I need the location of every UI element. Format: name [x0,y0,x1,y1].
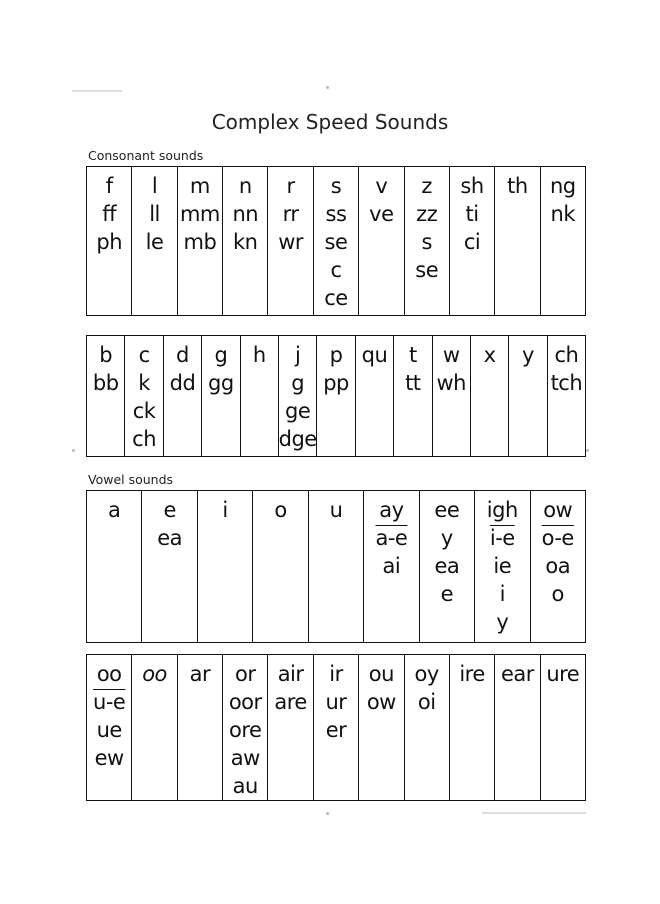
sound-cell [87,491,142,642]
sound-cell [223,655,268,800]
sound-grapheme: g [214,343,228,367]
sound-grapheme: ch [132,427,157,451]
sound-grapheme: b [99,343,113,367]
sound-grapheme: i [499,582,505,606]
sound-grapheme: tch [550,371,583,395]
sound-cell [541,167,585,315]
sound-grapheme: y [522,343,534,367]
sound-grapheme: i [222,498,228,522]
sound-cell [548,336,585,456]
sound-cell [87,336,125,456]
sound-grapheme: qu [361,343,388,367]
sound-grapheme: ti [465,202,479,226]
sound-grapheme: s [421,230,432,254]
sound-grapheme: nn [232,202,259,226]
sound-grapheme: se [415,258,439,282]
sound-grapheme: ss [325,202,347,226]
sound-cell [420,491,475,642]
sound-grapheme: ng [549,174,576,198]
registration-mark-top [326,86,329,89]
sound-grapheme: se [324,230,348,254]
sound-grapheme: oa [545,554,571,578]
sound-cell [359,167,404,315]
sound-grapheme: p [329,343,343,367]
sound-grapheme: nk [550,202,576,226]
sound-cell [178,167,223,315]
sound-cell [178,655,223,800]
sound-grapheme: ci [463,230,481,254]
sound-grapheme: r [286,174,295,198]
sound-cell [495,655,540,800]
sound-grapheme: e [440,582,454,606]
sound-grapheme: d [176,343,189,367]
page-title: Complex Speed Sounds [211,110,449,134]
sound-grapheme: ea [157,526,183,550]
sound-cell [405,655,450,800]
sound-grapheme: ie [493,554,512,578]
sound-cell [132,167,177,315]
footer-print-mark [482,812,586,814]
sound-cell [495,167,540,315]
sound-grapheme: n [238,174,252,198]
sound-grapheme: g [291,371,305,395]
sound-cell [268,655,313,800]
sound-grapheme: air [277,662,304,686]
sound-cell [223,167,268,315]
sound-grapheme: ea [434,554,460,578]
sound-grapheme: ow [366,690,396,714]
sound-grapheme: sh [460,174,484,198]
sound-grapheme: a-e [375,526,408,550]
sound-cell [314,655,359,800]
sound-grapheme: pp [323,371,349,395]
sound-cell [309,491,364,642]
sound-cell [279,336,317,456]
sound-grapheme: ay [379,498,404,522]
sound-cell [202,336,240,456]
sound-grapheme: oo [142,662,167,686]
sound-cell [359,655,404,800]
sound-grapheme: j [294,343,301,367]
sound-grapheme: le [145,230,164,254]
sound-grapheme: mb [183,230,217,254]
sound-grapheme: au [232,774,258,798]
sound-grapheme: i-e [489,526,515,550]
sound-grapheme: oy [414,662,439,686]
sound-cell [87,655,132,800]
sound-cell [241,336,279,456]
sound-grapheme: igh [486,498,518,522]
sound-grapheme: o [274,498,287,522]
sound-grapheme: m [189,174,210,198]
sound-grapheme: wr [278,230,304,254]
sound-grapheme: ch [554,343,579,367]
sound-cell [509,336,547,456]
sound-cell [450,655,495,800]
sound-grapheme: s [330,174,342,198]
consonant-sounds-label: Consonant sounds [88,148,204,163]
sound-grapheme: ear [500,662,534,686]
vowel-sounds-label: Vowel sounds [88,472,174,487]
sound-grapheme: c [330,258,342,282]
sound-grapheme: ew [94,746,124,770]
sound-cell [475,491,530,642]
registration-mark-right [586,449,589,452]
sound-cell [433,336,471,456]
sound-cell [268,167,313,315]
sound-grapheme: oo [96,662,122,686]
sound-grapheme: dge [278,427,317,451]
sound-cell [356,336,394,456]
sound-grapheme: ai [382,554,401,578]
sound-cell [87,167,132,315]
sound-grapheme: v [375,174,388,198]
sound-grapheme: ur [325,690,347,714]
registration-mark-bottom [326,812,329,815]
sound-cell [450,167,495,315]
sound-grapheme: e [163,498,176,522]
sound-grapheme: oor [228,690,262,714]
sound-cell [541,655,585,800]
sound-cell [405,167,450,315]
sound-grapheme: dd [169,371,196,395]
sound-grapheme: ir [329,662,343,686]
vowel-grid-row-1 [86,490,586,643]
sound-grapheme: ee [434,498,460,522]
sound-grapheme: oi [417,690,436,714]
sound-grapheme: ve [369,202,394,226]
sound-grapheme: th [507,174,528,198]
sound-grapheme: x [483,343,496,367]
sound-cell [164,336,202,456]
sound-grapheme: ou [368,662,394,686]
sound-grapheme: a [108,498,121,522]
sound-grapheme: o [551,582,564,606]
sound-grapheme: u [329,498,343,522]
sound-cell [253,491,308,642]
sound-grapheme: y [440,526,453,550]
sound-grapheme: wh [436,371,466,395]
sound-grapheme: ar [189,662,211,686]
registration-mark-left [72,449,75,452]
sound-grapheme: ff [102,202,117,226]
sound-grapheme: ge [285,399,311,423]
consonant-grid-row-2 [86,335,586,457]
corner-print-mark [72,90,122,92]
sound-grapheme: ore [229,718,262,742]
sound-grapheme: l [151,174,158,198]
sound-grapheme: ck [132,399,156,423]
sound-cell [142,491,197,642]
sound-grapheme: are [274,690,307,714]
sound-grapheme: z [421,174,432,198]
sound-grapheme: er [325,718,347,742]
sound-cell [471,336,509,456]
sound-cell [364,491,419,642]
sound-grapheme: ue [96,718,122,742]
consonant-grid-row-1 [86,166,586,316]
sound-grapheme: t [408,343,417,367]
sound-cell [125,336,163,456]
sound-cell [394,336,432,456]
sound-grapheme: zz [416,202,438,226]
sound-cell [132,655,177,800]
sound-grapheme: mm [179,202,220,226]
vowel-grid-row-2 [86,654,586,801]
sound-grapheme: h [252,343,266,367]
sound-grapheme: c [138,343,150,367]
sound-grapheme: k [138,371,150,395]
sound-grapheme: f [105,174,113,198]
sound-grapheme: gg [208,371,234,395]
sound-cell [314,167,359,315]
sound-grapheme: ire [459,662,485,686]
sound-cell [198,491,253,642]
sound-grapheme: ow [543,498,573,522]
sound-grapheme: u-e [93,690,126,714]
sound-grapheme: or [235,662,256,686]
sound-grapheme: ce [324,286,348,310]
sound-grapheme: w [442,343,460,367]
sound-grapheme: y [496,610,509,634]
sound-grapheme: tt [405,371,421,395]
sound-grapheme: ph [96,230,122,254]
sound-grapheme: o-e [541,526,574,550]
sound-grapheme: ure [546,662,580,686]
sound-grapheme: bb [92,371,119,395]
sound-grapheme: kn [233,230,258,254]
sound-cell [531,491,585,642]
sound-grapheme: rr [282,202,299,226]
sound-grapheme: aw [230,746,260,770]
sound-grapheme: ll [149,202,160,226]
sound-cell [317,336,355,456]
